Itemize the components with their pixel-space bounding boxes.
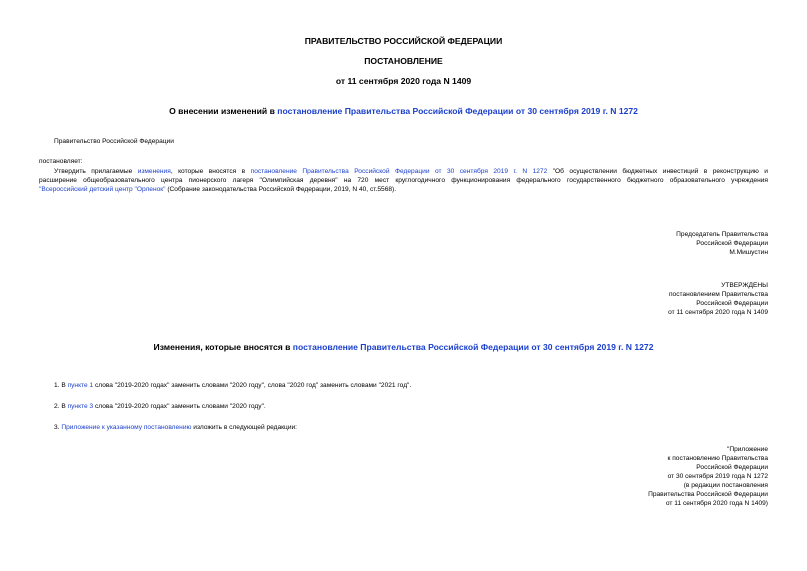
appendix-block — [648, 445, 768, 508]
item2-text: слова "2019-2020 годах" заменить словами "2020 году". — [93, 403, 266, 410]
document-date-number: от 11 сентября 2020 года N 1409 — [335, 76, 472, 86]
appendix-line-6: Правительства Российской Федерации — [648, 491, 768, 498]
appendix-line-1: "Приложение — [726, 446, 768, 453]
link-orlenok[interactable]: "Всероссийский детский центр "Орленок" — [39, 186, 166, 193]
appendix-line-4: от 30 сентября 2019 года N 1272 — [667, 473, 768, 480]
appendix-line-7: от 11 сентября 2020 года N 1409) — [665, 500, 768, 507]
p1-text-d: (Собрание законодательства Российской Федерации, 2019, N 40, ст.5568). — [165, 186, 397, 193]
changes-title — [0, 342, 807, 352]
change-item-3 — [54, 423, 297, 432]
paragraph-line-1 — [39, 167, 768, 176]
signature-position: Председатель Правительства — [676, 231, 768, 238]
link-point-1[interactable]: пункте 1 — [67, 382, 94, 389]
changes-title-prefix: Изменения, которые вносятся в — [153, 342, 293, 352]
approval-title: УТВЕРЖДЕНЫ — [721, 282, 768, 289]
approval-line-2: постановлением Правительства — [668, 291, 768, 298]
p1-text-b: , которые вносятся в — [170, 168, 251, 175]
item3-text: изложить в следующей редакции: — [191, 424, 298, 431]
decree-word: постановляет: — [39, 158, 83, 165]
signature-name: М.Мишустин — [729, 249, 768, 256]
signature-country: Российской Федерации — [696, 240, 768, 247]
government-heading: ПРАВИТЕЛЬСТВО РОССИЙСКОЙ ФЕДЕРАЦИИ — [304, 36, 503, 46]
p1-text-a: Утвердить прилагаемые — [54, 168, 138, 175]
changes-title-link-decree-1272[interactable]: постановление Правительства Российской Федерации от 30 сентября 2019 г. N 1272 — [292, 342, 654, 352]
link-appendix[interactable]: Приложение к указанному постановлению — [61, 424, 192, 431]
title-link-decree-1272[interactable]: постановление Правительства Российской Федерации от 30 сентября 2019 г. N 1272 — [277, 106, 638, 116]
document-title — [0, 106, 807, 116]
title-prefix: О внесении изменений в — [169, 106, 278, 116]
issuer-text: Правительство Российской Федерации — [54, 138, 174, 145]
item1-prefix: 1. В — [54, 382, 68, 389]
item3-prefix: 3. — [54, 424, 62, 431]
appendix-line-2: к постановлению Правительства — [667, 455, 768, 462]
paragraph-line-2: расширение общеобразовательного центра пионерского лагеря "Олимпийская деревня" на 720 мест круглогодичного функционирования федерального государственного бюджетного образовательного учреждения — [39, 177, 768, 184]
approval-block — [668, 281, 768, 317]
approval-line-4: от 11 сентября 2020 года N 1409 — [668, 309, 768, 316]
appendix-line-3: Российской Федерации — [696, 464, 768, 471]
paragraph-line-3 — [39, 185, 768, 194]
document-type-heading: ПОСТАНОВЛЕНИЕ — [364, 56, 443, 66]
main-paragraph — [39, 167, 768, 194]
appendix-line-5: (в редакции постановления — [683, 482, 768, 489]
link-changes[interactable]: изменения — [137, 168, 171, 175]
change-item-1 — [54, 381, 411, 390]
item1-text: слова "2019-2020 годах" заменить словами "2020 году", слова "2020 год" заменить словами "2021 год". — [93, 382, 412, 389]
link-point-3[interactable]: пункте 3 — [67, 403, 94, 410]
p1-text-c: "Об осуществлении бюджетных инвестиций в реконструкцию и — [547, 168, 768, 175]
change-item-2 — [54, 402, 266, 411]
item2-prefix: 2. В — [54, 403, 68, 410]
link-decree-1272[interactable]: постановление Правительства Российской Федерации от 30 сентября 2019 г. N 1272 — [250, 168, 548, 175]
signature-block — [676, 230, 768, 257]
approval-line-3: Российской Федерации — [696, 300, 768, 307]
